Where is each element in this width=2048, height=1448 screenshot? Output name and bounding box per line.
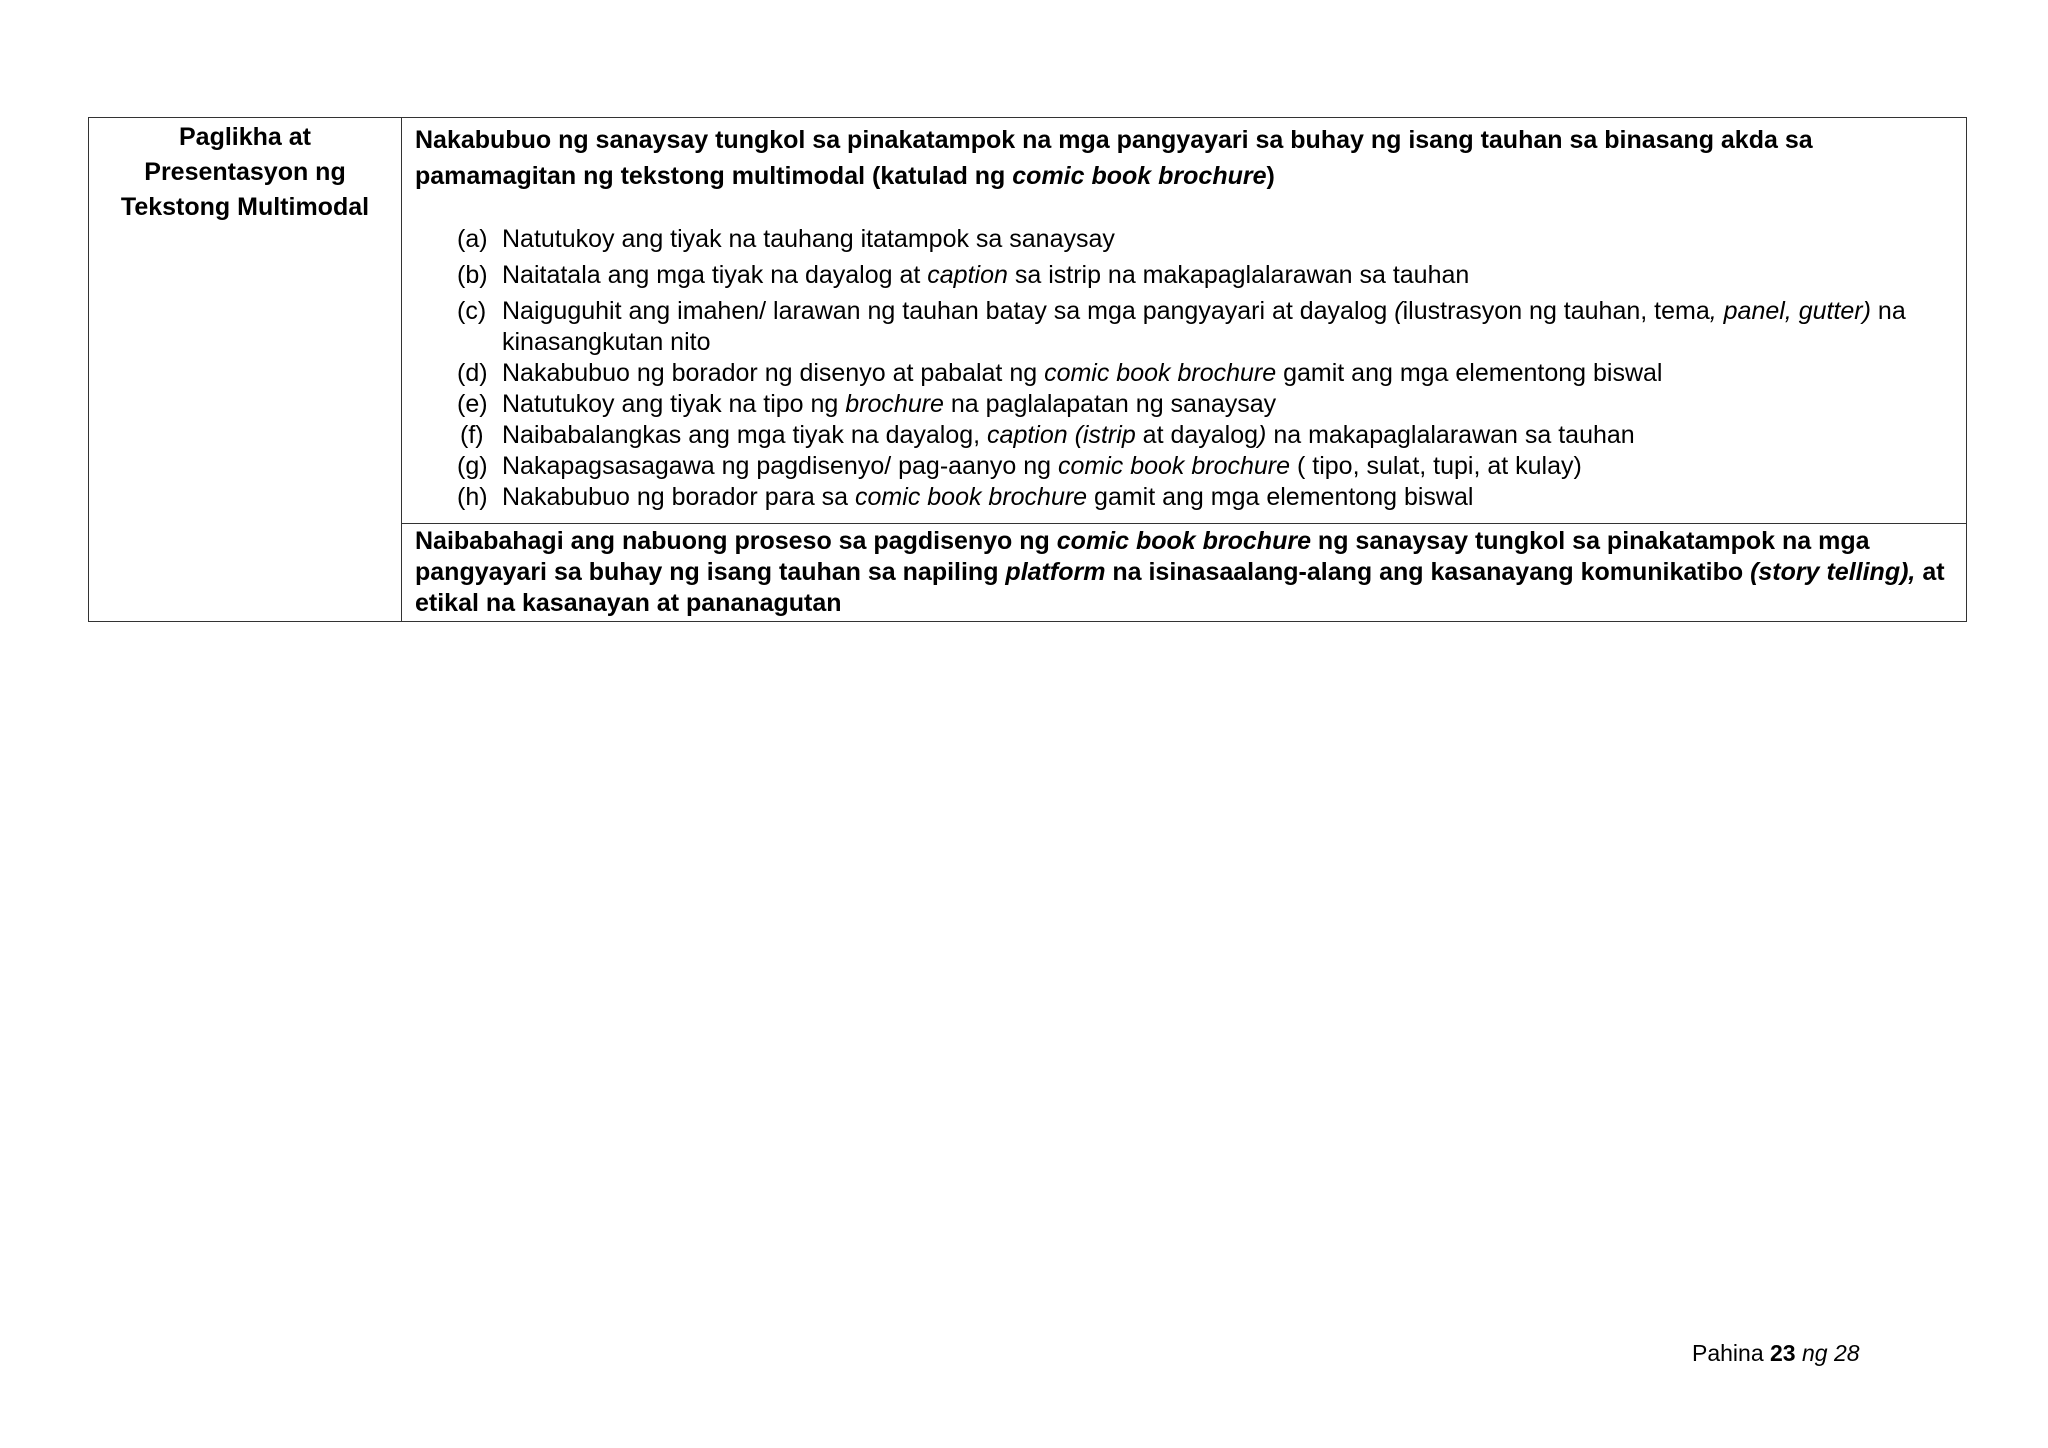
- list-item-text: Natutukoy ang tiyak na tipo ng: [502, 390, 846, 418]
- list-marker: (a): [457, 225, 488, 253]
- competency-text-italic: (story telling),: [1750, 558, 1916, 586]
- competency-text: Naibabahagi ang nabuong proseso sa pagdisenyo ng: [415, 527, 1057, 555]
- domain-line: Tekstong Multimodal: [120, 193, 370, 221]
- list-item-text: Nakapagsasagawa ng pagdisenyo/ pag-aanyo ng: [502, 452, 1058, 480]
- list-item-text: Naitatala ang mga tiyak na dayalog at: [502, 261, 928, 289]
- list-item-text-italic: comic book brochure: [855, 483, 1088, 511]
- list-item: [457, 482, 1954, 513]
- page-number: 23: [1770, 1340, 1796, 1366]
- list-item: [457, 451, 1954, 482]
- competency-cell: [402, 118, 1967, 524]
- competency-table: [88, 117, 1967, 622]
- competency-text-italic: comic book brochure: [1012, 162, 1267, 190]
- competency-heading: [415, 122, 1954, 194]
- list-item: [457, 260, 1954, 291]
- competency-text-italic: platform: [1005, 558, 1106, 586]
- list-item-text: Nakabubuo ng borador para sa: [502, 483, 856, 511]
- list-item-text: na kinasangkutan nito: [502, 297, 1906, 356]
- page-footer: [1692, 1340, 1860, 1367]
- list-item-text-italic: brochure: [845, 390, 944, 418]
- list-item-text-italic: comic book brochure: [1044, 359, 1277, 387]
- list-marker: (h): [457, 483, 488, 511]
- list-marker: (c): [457, 297, 487, 325]
- list-item-text-italic: ): [1258, 421, 1267, 449]
- list-marker: (e): [457, 390, 488, 418]
- list-item-text: Natutukoy ang tiyak na tauhang itatampok sa sanaysay: [502, 225, 1115, 253]
- sub-competency-list: [415, 224, 1954, 513]
- list-marker: (d): [457, 359, 488, 387]
- list-marker: (g): [457, 452, 488, 480]
- list-item-text: Nakabubuo ng borador ng disenyo at pabalat ng: [502, 359, 1045, 387]
- list-item: [457, 420, 1954, 451]
- list-item-text-italic: (: [1394, 297, 1403, 325]
- competency-text: Nakabubuo ng sanaysay tungkol sa pinakatampok na mga pangyayari sa buhay ng isang tauhan sa binasang akda sa pamamagitan ng tekstong multimodal (katulad ng: [415, 126, 1813, 190]
- table-row: [89, 118, 1967, 524]
- list-item-text-italic: caption: [927, 261, 1008, 289]
- page-label: Pahina: [1692, 1340, 1764, 1366]
- list-item-text: sa istrip na makapaglalarawan sa tauhan: [1007, 261, 1470, 289]
- list-item-text: na makapaglalarawan sa tauhan: [1266, 421, 1635, 449]
- competency-text: ): [1266, 162, 1275, 190]
- list-item-text: at dayalog: [1135, 421, 1259, 449]
- domain-line: Presentasyon ng: [144, 158, 346, 186]
- list-item-text-italic: comic book brochure: [1057, 452, 1291, 480]
- competency-text: at etikal na kasanayan at pananagutan: [415, 558, 1945, 617]
- list-item-text: na paglalapatan ng sanaysay: [943, 390, 1277, 418]
- list-item-text: Naiguguhit ang imahen/ larawan ng tauhan batay sa mga pangyayari at dayalog: [502, 297, 1395, 325]
- list-item-text: gamit ang mga elementong biswal: [1087, 483, 1474, 511]
- list-item: [457, 358, 1954, 389]
- list-item-text: ( tipo, sulat, tupi, at kulay): [1290, 452, 1582, 480]
- list-item: [457, 296, 1954, 358]
- list-item: [457, 224, 1954, 255]
- list-marker: (f): [460, 421, 484, 449]
- competency-text-italic: comic book brochure: [1056, 527, 1311, 555]
- competency-heading-2: [415, 526, 1954, 619]
- competency-cell-2: [402, 524, 1967, 622]
- list-item-text: gamit ang mga elementong biswal: [1276, 359, 1663, 387]
- domain-line: Paglikha at: [179, 123, 311, 151]
- page-total: ng 28: [1802, 1340, 1860, 1366]
- domain-cell: [89, 118, 402, 622]
- list-item-text: Naibabalangkas ang mga tiyak na dayalog,: [502, 421, 988, 449]
- competency-text: ng sanaysay tungkol sa pinakatampok na mga pangyayari sa buhay ng isang tauhan sa napiling: [415, 527, 1870, 586]
- list-item-text-italic: , panel, gutter): [1709, 297, 1871, 325]
- list-item-text-italic: caption (istrip: [987, 421, 1136, 449]
- list-item-text: ilustrasyon ng tauhan, tema: [1402, 297, 1710, 325]
- list-item: [457, 389, 1954, 420]
- competency-text: na isinasaalang-alang ang kasanayang komunikatibo: [1105, 558, 1751, 586]
- list-marker: (b): [457, 261, 488, 289]
